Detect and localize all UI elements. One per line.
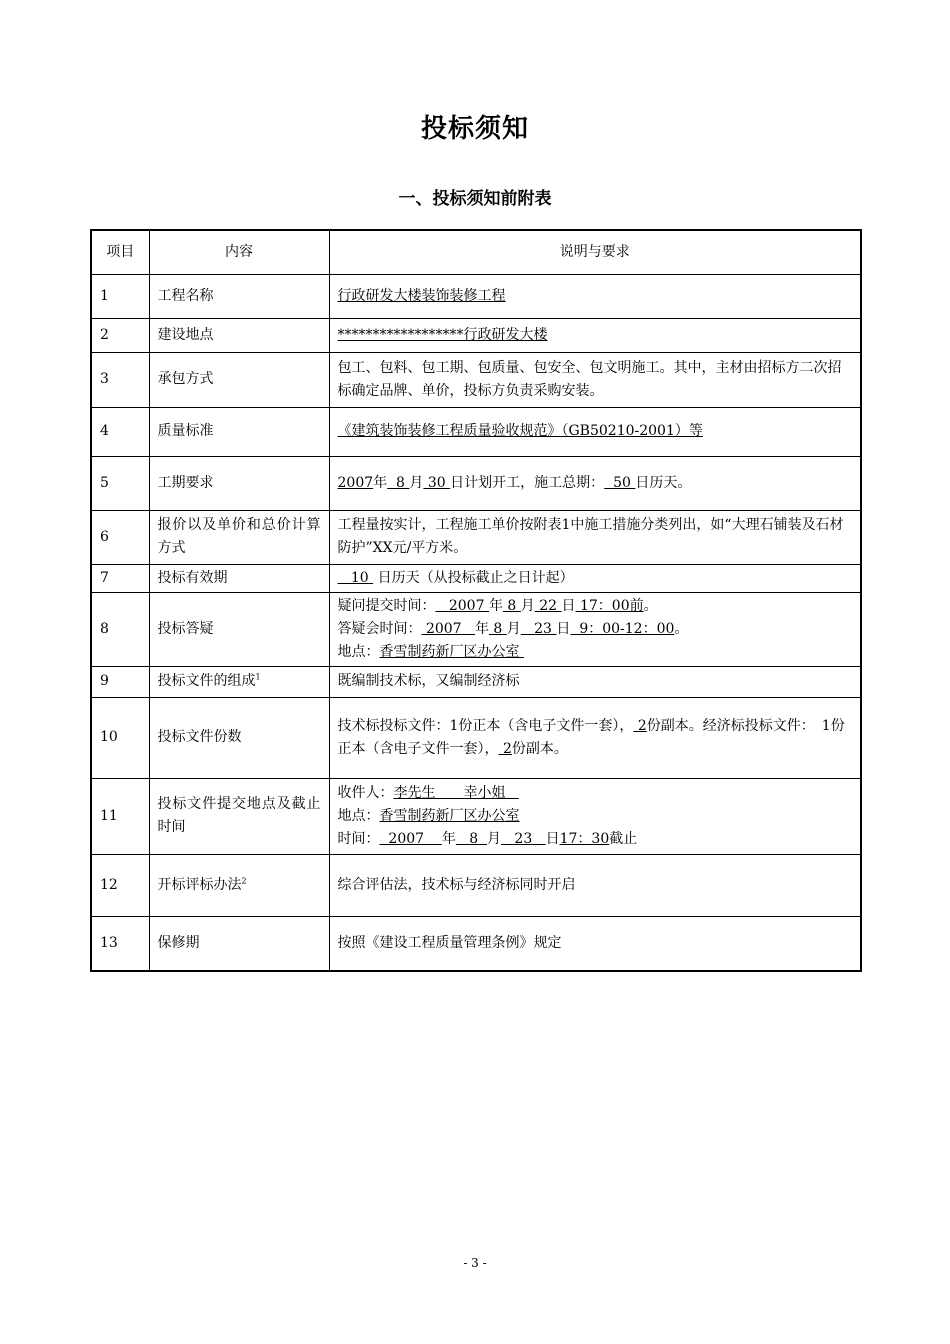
- month-unit: 月: [520, 597, 535, 614]
- month-unit: 月: [409, 474, 424, 491]
- tech-copies-value: 2: [637, 717, 647, 734]
- row-item: 投标文件提交地点及截止时间: [149, 778, 329, 854]
- recipient-line: [338, 782, 853, 805]
- query-year-value: 2007: [448, 597, 485, 614]
- duration-unit: 日历天。: [635, 474, 692, 491]
- deadline-time: [560, 831, 610, 847]
- query-time: [576, 598, 644, 614]
- row-number: 6: [91, 510, 149, 564]
- table-row: [91, 318, 861, 352]
- row-item: 保修期: [149, 916, 329, 971]
- deadline-year: [380, 831, 442, 847]
- recipient-names-value: 李先生 幸小姐: [393, 784, 506, 801]
- meeting-year-value: 2007: [425, 620, 462, 637]
- start-month: [387, 475, 409, 491]
- table-row: [91, 916, 861, 971]
- page-title: 投标须知: [420, 114, 529, 144]
- meeting-location-value: 香雪制药新厂区办公室: [379, 643, 520, 660]
- deadline-day: [501, 831, 546, 847]
- row-number: 4: [91, 407, 149, 456]
- query-year: [436, 598, 489, 614]
- row-number: 7: [91, 564, 149, 592]
- deadline-month-value: 8: [469, 830, 479, 847]
- deadline-time-value: 17：30: [559, 830, 610, 847]
- day-unit: 日: [545, 830, 560, 847]
- header-col-item-no: 项目: [91, 230, 149, 274]
- row-desc: [329, 564, 861, 592]
- meeting-time-line: [338, 618, 853, 641]
- table-row: [91, 666, 861, 697]
- query-time-value: 17：00: [579, 597, 630, 614]
- period: 。: [643, 597, 658, 614]
- location-label: 地点：: [337, 643, 380, 660]
- footnote-mark: 1: [255, 672, 261, 682]
- row-desc: 包工、包料、包工期、包质量、包安全、包文明施工。其中，主材由招标方二次招标确定品牌、单价，投标方负责采购安装。: [329, 352, 861, 407]
- query-end: 前: [629, 597, 644, 614]
- row-desc: [329, 778, 861, 854]
- year-unit: 年: [373, 474, 388, 491]
- submit-location-line: [338, 805, 853, 828]
- duration-days: [604, 475, 635, 491]
- period: 。: [674, 620, 689, 637]
- row-item: 承包方式: [149, 352, 329, 407]
- row-desc: [329, 697, 861, 778]
- econ-copies-value: 2: [502, 740, 512, 757]
- table-row: [91, 592, 861, 666]
- year-unit: 年: [488, 597, 503, 614]
- month-unit: 月: [506, 620, 521, 637]
- query-label: 疑问提交时间：: [337, 597, 436, 614]
- row-desc: 按照《建设工程质量管理条例》规定: [329, 916, 861, 971]
- day-unit: 日: [561, 597, 576, 614]
- validity-days: [338, 570, 374, 586]
- copies-text-3: 份副本。: [511, 740, 568, 757]
- table-row: [91, 778, 861, 854]
- footnote-mark: 2: [241, 875, 247, 885]
- row-desc: [329, 407, 861, 456]
- meeting-month: [489, 621, 507, 637]
- validity-tail: 日历天（从投标截止之日计起）: [377, 569, 574, 586]
- day-unit: 日: [556, 620, 571, 637]
- row-number: 12: [91, 854, 149, 916]
- duration-days-value: 50: [613, 474, 631, 491]
- meeting-day: [521, 621, 557, 637]
- row-desc: 工程量按实计，工程施工单价按附表1中施工措施分类列出，如“大理石铺装及石材防护”XX元/平方米。: [329, 510, 861, 564]
- row-item: 投标答疑: [149, 592, 329, 666]
- table-row: [91, 407, 861, 456]
- row-number: 8: [91, 592, 149, 666]
- row-desc: [329, 274, 861, 318]
- row-item-text: 投标文件的组成: [157, 673, 256, 689]
- start-year: 2007: [337, 474, 374, 491]
- recipient-label: 收件人：: [337, 784, 394, 801]
- table-header-row: [91, 230, 861, 274]
- row-item: [149, 666, 329, 697]
- copies-text-1: 技术标投标文件：1份正本（含电子文件一套），: [337, 717, 634, 734]
- row-number: 5: [91, 456, 149, 510]
- row-item: 工程名称: [149, 274, 329, 318]
- row-item: 工期要求: [149, 456, 329, 510]
- meeting-location-line: [338, 641, 853, 664]
- row-desc: 既编制技术标，又编制经济标: [329, 666, 861, 697]
- project-name: 行政研发大楼装饰装修工程: [337, 287, 506, 304]
- table-row: [91, 697, 861, 778]
- year-unit: 年: [441, 830, 456, 847]
- row-number: 13: [91, 916, 149, 971]
- submit-location: 香雪制药新厂区办公室: [379, 807, 520, 824]
- section-subtitle: 一、投标须知前附表: [398, 189, 552, 209]
- row-number: 2: [91, 318, 149, 352]
- table-row: [91, 456, 861, 510]
- deadline-end: 截止: [609, 830, 638, 847]
- start-day: [423, 475, 450, 491]
- table-row: [91, 564, 861, 592]
- table-row: [91, 274, 861, 318]
- quality-standard: 《建筑装饰装修工程质量验收规范》（GB50210-2001）等: [337, 423, 703, 439]
- header-col-content: 内容: [149, 230, 329, 274]
- row-number: 10: [91, 697, 149, 778]
- bid-info-table: [90, 229, 862, 972]
- tech-copies: [633, 718, 646, 734]
- row-item: 投标有效期: [149, 564, 329, 592]
- row-desc: 综合评估法，技术标与经济标同时开启: [329, 854, 861, 916]
- start-month-value: 8: [396, 474, 405, 491]
- row-desc: [329, 592, 861, 666]
- deadline-year-value: 2007: [388, 830, 425, 847]
- deadline-line: [338, 828, 853, 851]
- econ-copies: [499, 741, 512, 757]
- row-number: 9: [91, 666, 149, 697]
- meeting-time: [570, 621, 674, 637]
- row-item: 报价以及单价和总价计算方式: [149, 510, 329, 564]
- time-label: 时间：: [337, 830, 380, 847]
- meeting-time-value: 9：00-12：00: [579, 620, 675, 637]
- site-location: ******************行政研发大楼: [337, 326, 548, 343]
- row-item: 建设地点: [149, 318, 329, 352]
- start-day-value: 30: [427, 474, 446, 491]
- location-label: 地点：: [337, 807, 380, 824]
- meeting-month-value: 8: [493, 620, 503, 637]
- validity-days-value: 10: [350, 569, 369, 586]
- page-number: - 3 -: [463, 1256, 487, 1270]
- row-desc: [329, 456, 861, 510]
- deadline-day-value: 23: [514, 830, 533, 847]
- query-deadline-line: [338, 595, 853, 618]
- row-desc: [329, 318, 861, 352]
- meeting-day-value: 23: [534, 620, 552, 637]
- copies-text-2: 份副本。经济标投标文件： 1份正本（含电子文件一套），: [337, 717, 845, 757]
- year-unit: 年: [474, 620, 489, 637]
- row-number: 3: [91, 352, 149, 407]
- table-row: [91, 352, 861, 407]
- table-row: [91, 854, 861, 916]
- deadline-month: [456, 831, 487, 847]
- row-item: [149, 854, 329, 916]
- query-month-value: 8: [507, 597, 517, 614]
- row-item-text: 开标评标办法: [157, 876, 242, 893]
- header-col-requirements: 说明与要求: [329, 230, 861, 274]
- month-unit: 月: [487, 830, 502, 847]
- meeting-label: 答疑会时间：: [337, 620, 422, 637]
- row-item: 质量标准: [149, 407, 329, 456]
- meeting-year: [422, 621, 475, 637]
- row-number: 11: [91, 778, 149, 854]
- meeting-location: [380, 644, 524, 660]
- query-day-value: 22: [539, 597, 558, 614]
- table-row: [91, 510, 861, 564]
- row-number: 1: [91, 274, 149, 318]
- row-item: 投标文件份数: [149, 697, 329, 778]
- recipient-names: [394, 785, 519, 801]
- start-day-tail: 日计划开工，施工总期：: [450, 474, 605, 491]
- query-day: [535, 598, 562, 614]
- query-month: [503, 598, 521, 614]
